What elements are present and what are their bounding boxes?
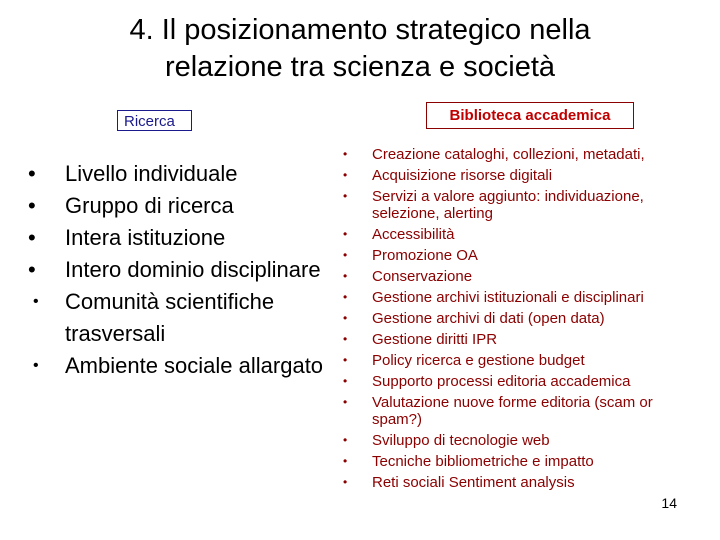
list-item bbox=[343, 394, 703, 428]
list-item bbox=[343, 226, 703, 243]
list-item bbox=[343, 146, 703, 163]
list-item-label: Tecniche bibliometriche e impatto bbox=[372, 453, 594, 470]
list-item-label: Livello individuale bbox=[65, 161, 238, 186]
list-subitem bbox=[28, 286, 328, 350]
bullet-icon: • bbox=[343, 189, 348, 203]
list-subitem bbox=[28, 350, 328, 382]
list-item bbox=[343, 188, 703, 222]
list-item bbox=[343, 373, 703, 390]
list-item bbox=[28, 254, 328, 286]
list-item-label: Intero dominio disciplinare bbox=[65, 257, 321, 282]
slide-title-line-2: relazione tra scienza e società bbox=[164, 51, 556, 83]
list-item bbox=[343, 474, 703, 491]
biblioteca-list bbox=[343, 146, 703, 495]
bullet-icon: • bbox=[343, 290, 348, 304]
bullet-icon: • bbox=[343, 227, 348, 241]
list-item bbox=[343, 289, 703, 306]
bullet-icon: • bbox=[343, 374, 348, 388]
list-item bbox=[28, 158, 328, 190]
bullet-icon: • bbox=[343, 353, 348, 367]
slide-title-line-1: 4. Il posizionamento strategico nella bbox=[129, 14, 591, 46]
list-item-label: Conservazione bbox=[372, 268, 473, 285]
list-item bbox=[343, 432, 703, 449]
list-item-label: Creazione cataloghi, collezioni, metadati, bbox=[372, 146, 645, 163]
bullet-icon: • bbox=[343, 454, 348, 468]
list-item-label: Acquisizione risorse digitali bbox=[372, 167, 553, 184]
list-item bbox=[343, 453, 703, 470]
bullet-icon: • bbox=[28, 193, 36, 218]
bullet-icon: • bbox=[343, 248, 348, 262]
list-item-label: Gestione diritti IPR bbox=[372, 331, 498, 348]
bullet-icon: • bbox=[343, 168, 348, 182]
list-item-label: Gestione archivi di dati (open data) bbox=[372, 310, 605, 327]
ricerca-header: Ricerca bbox=[117, 110, 192, 131]
bullet-icon: • bbox=[28, 161, 36, 186]
list-item-label: Valutazione nuove forme editoria (scam or spam?) bbox=[372, 394, 653, 428]
bullet-icon: • bbox=[343, 433, 348, 447]
list-subitem-label: Ambiente sociale allargato bbox=[65, 353, 324, 378]
bullet-icon: • bbox=[343, 332, 348, 346]
list-item bbox=[343, 310, 703, 327]
biblioteca-header: Biblioteca accademica bbox=[426, 102, 634, 129]
bullet-icon: • bbox=[33, 293, 39, 310]
bullet-icon: • bbox=[343, 269, 348, 283]
ricerca-list bbox=[28, 158, 328, 382]
page-number: 14 bbox=[661, 495, 677, 511]
list-item-label: Supporto processi editoria accademica bbox=[372, 373, 631, 390]
list-item-label: Servizi a valore aggiunto: individuazione, selezione, alerting bbox=[372, 188, 644, 222]
bullet-icon: • bbox=[343, 395, 348, 409]
bullet-icon: • bbox=[28, 225, 36, 250]
bullet-icon: • bbox=[343, 475, 348, 489]
slide-title bbox=[40, 12, 680, 86]
list-item bbox=[343, 167, 703, 184]
list-item-label: Reti sociali Sentiment analysis bbox=[372, 474, 575, 491]
list-item bbox=[343, 247, 703, 264]
list-item-label: Policy ricerca e gestione budget bbox=[372, 352, 585, 369]
list-item bbox=[343, 352, 703, 369]
list-item-label: Accessibilità bbox=[372, 226, 455, 243]
list-item bbox=[28, 222, 328, 254]
list-item-label: Intera istituzione bbox=[65, 225, 226, 250]
list-item-label: Promozione OA bbox=[372, 247, 478, 264]
list-item bbox=[28, 190, 328, 222]
list-item-label: Gruppo di ricerca bbox=[65, 193, 234, 218]
list-item bbox=[343, 331, 703, 348]
bullet-icon: • bbox=[343, 147, 348, 161]
list-item-label: Sviluppo di tecnologie web bbox=[372, 432, 550, 449]
list-item bbox=[343, 268, 703, 285]
bullet-icon: • bbox=[28, 257, 36, 282]
bullet-icon: • bbox=[343, 311, 348, 325]
list-item-label: Gestione archivi istituzionali e disciplinari bbox=[372, 289, 644, 306]
list-subitem-label: Comunità scientifiche trasversali bbox=[65, 289, 275, 346]
bullet-icon: • bbox=[33, 357, 39, 374]
